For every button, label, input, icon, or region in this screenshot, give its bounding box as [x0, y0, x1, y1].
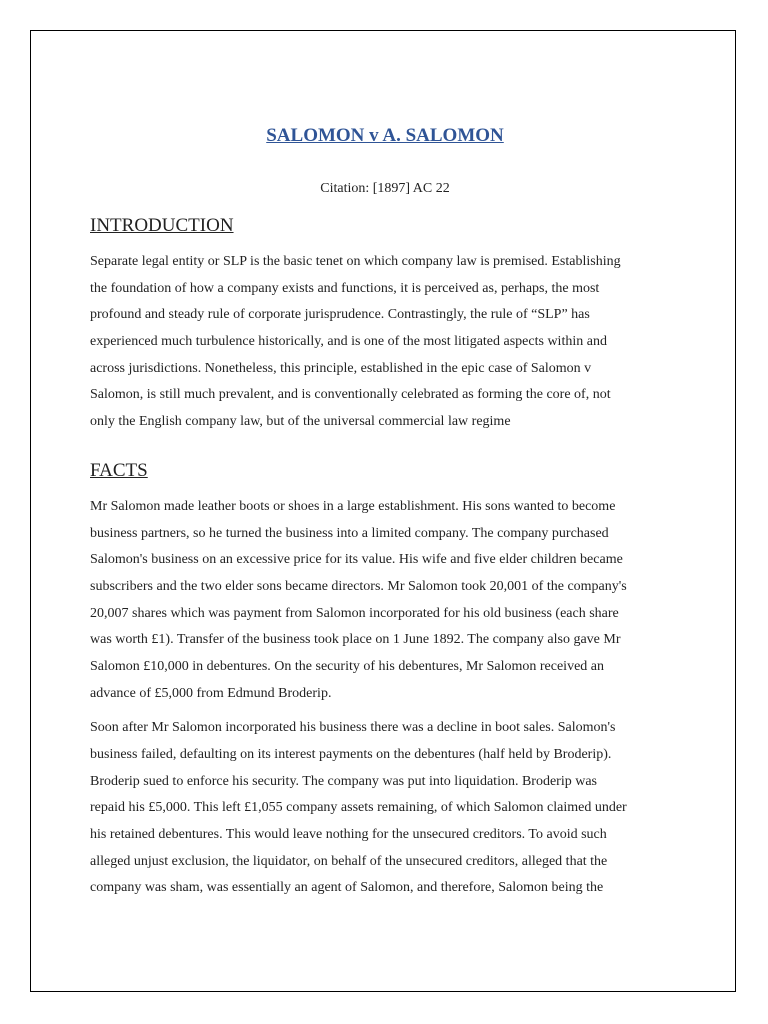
paragraph-line: repaid his £5,000. This left £1,055 company assets remaining, of which Salomon claimed under [90, 800, 627, 816]
paragraph-line: business failed, defaulting on its interest payments on the debentures (half held by Broderip). [90, 747, 612, 762]
section-heading-facts: FACTS [90, 459, 148, 481]
citation: Citation: [1897] AC 22 [320, 181, 450, 196]
paragraph-line: his retained debentures. This would leave nothing for the unsecured creditors. To avoid such [90, 827, 607, 843]
paragraph-line: Salomon £10,000 in debentures. On the security of his debentures, Mr Salomon received an [90, 658, 604, 674]
paragraph-line: profound and steady rule of corporate jurisprudence. Contrastingly, the rule of “SLP” has [90, 307, 590, 323]
paragraph-line: 20,007 shares which was payment from Salomon incorporated for his old business (each share [90, 605, 619, 621]
introduction-paragraph [90, 249, 680, 436]
paragraph-line: experienced much turbulence historically, and is one of the most litigated aspects within and [90, 334, 607, 350]
facts-paragraph-2 [90, 715, 680, 902]
paragraph-line: Soon after Mr Salomon incorporated his business there was a decline in boot sales. Salomon's [90, 720, 616, 736]
paragraph-line: subscribers and the two elder sons became directors. Mr Salomon took 20,001 of the company's [90, 578, 627, 594]
paragraph-line: only the English company law, but of the universal commercial law regime [90, 414, 511, 430]
paragraph-line: business partners, so he turned the business into a limited company. The company purchased [90, 525, 609, 541]
document-page [30, 30, 736, 992]
facts-paragraph-1 [90, 494, 680, 708]
paragraph-line: Salomon, is still much prevalent, and is conventionally celebrated as forming the core of, not [90, 387, 611, 403]
paragraph-line: company was sham, was essentially an agent of Salomon, and therefore, Salomon being the [90, 880, 604, 896]
document-content [90, 121, 680, 902]
paragraph-line: the foundation of how a company exists and functions, it is perceived as, perhaps, the most [90, 280, 600, 296]
paragraph-line: Broderip sued to enforce his security. The company was put into liquidation. Broderip was [90, 773, 598, 789]
paragraph-line: advance of £5,000 from Edmund Broderip. [90, 685, 332, 701]
paragraph-line: Salomon's business on an excessive price for its value. His wife and five elder children became [90, 552, 623, 568]
paragraph-line: alleged unjust exclusion, the liquidator, on behalf of the unsecured creditors, alleged that the [90, 853, 608, 869]
section-heading-introduction: INTRODUCTION [90, 215, 234, 236]
document-title: SALOMON v A. SALOMON [266, 125, 504, 146]
paragraph-line: across jurisdictions. Nonetheless, this principle, established in the epic case of Salomon v [90, 360, 592, 376]
paragraph-line: Mr Salomon made leather boots or shoes in a large establishment. His sons wanted to become [90, 498, 616, 514]
paragraph-line: Separate legal entity or SLP is the basic tenet on which company law is premised. Establishing [90, 254, 621, 269]
paragraph-line: was worth £1). Transfer of the business took place on 1 June 1892. The company also gave Mr [90, 632, 621, 648]
